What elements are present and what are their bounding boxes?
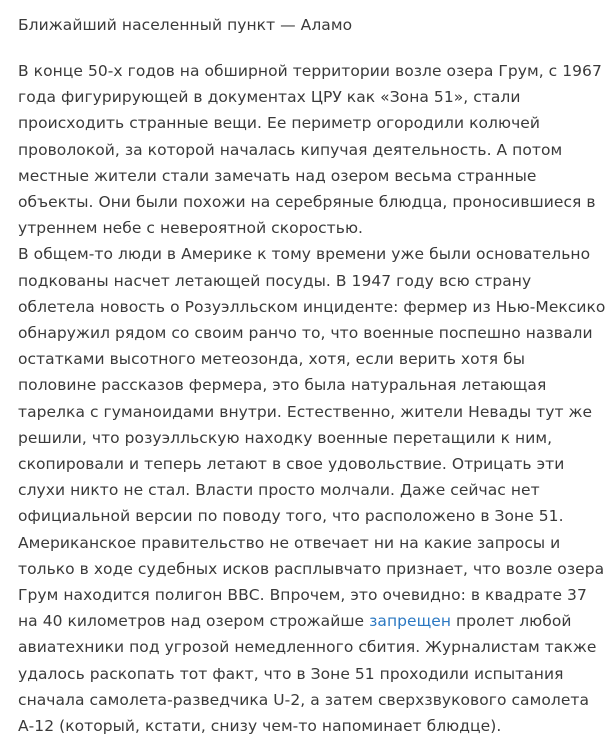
article xyxy=(18,12,608,739)
article-paragraph-2 xyxy=(18,241,608,739)
article-paragraph-1: В конце 50-х годов на обширной территории возле озера Грум, с 1967 года фигурирующей в документах ЦРУ как «Зона 51», стали происходить странные вещи. Ее периметр огородили колючей проволокой, за которой началась кипучая деятельность. А потом местные жители стали замечать над озером весьма странные объекты. Они были похожи на серебряные блюдца, проносившиеся в утреннем небе с невероятной скоростью. xyxy=(18,62,602,238)
article-headline: Ближайший населенный пункт — Аламо xyxy=(18,16,353,34)
forbidden-link[interactable]: запрещен xyxy=(369,612,452,631)
paragraph-2-text-start: В общем-то люди в Америке к тому времени уже были основательно подкованы насчет летающей посуды. В 1947 году всю страну облетела новость о Розуэлльском инциденте: фермер из Нью-Мексико обнаружил рядом со своим ранчо то, что военные поспешно назвали остатками высотного метеозонда, хотя, если верить хотя бы половине рассказов фермера, это была натуральная летающая тарелка с гуманоидами внутри. Естественно, жители Невады тут же решили, что розуэлльскую находку военные перетащили к ним, скопировали и теперь летают в свое удовольствие. Отрицать эти слухи никто не стал. Власти просто молчали. Даже сейчас нет официальной версии по поводу того, что расположено в Зоне 51. Американское правительство не отвечает ни на какие запросы и только в ходе судебных исков расплывчато признает, что возле озера Грум находится полигон ВВС. Впрочем, это очевидно: в квадрате 37 на 40 километров над озером строжайше xyxy=(18,245,606,631)
paragraph-2-text-end: пролет любой авиатехники под угрозой немедленного сбития. Журналистам также удалось раскопать тот факт, что в Зоне 51 проходили испытания сначала самолета-разведчика U-2, а затем сверхзвукового самолета А-12 (который, кстати, снизу чем-то напоминает блюдце). xyxy=(18,612,597,736)
